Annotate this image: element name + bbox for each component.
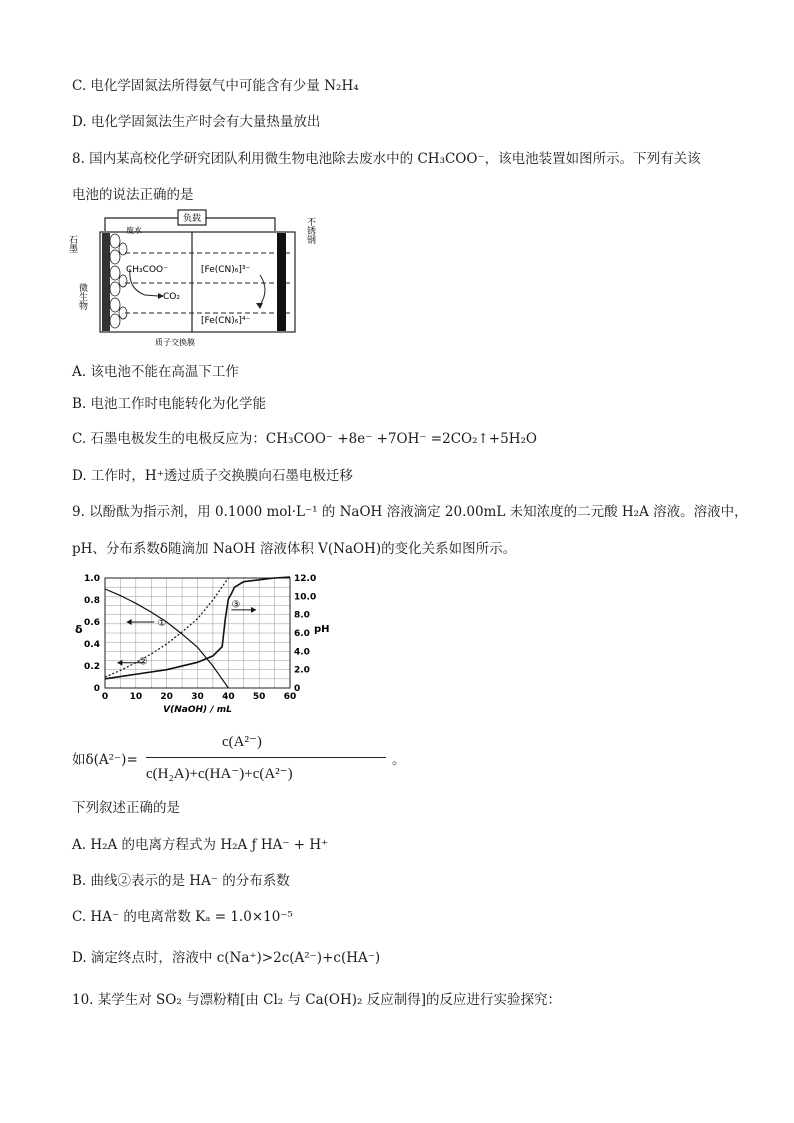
q8-option-c: C. 石墨电极发生的电极反应为：CH₃COO⁻ +8e⁻ +7OH⁻ =2CO₂↑+5H₂O (72, 431, 537, 447)
y-left-tick-label: 0.2 (84, 662, 100, 672)
y-left-tick-label: 0.4 (84, 640, 100, 650)
ferrocyanide-label: [Fe(CN)₆]⁴⁻ (201, 316, 251, 326)
y-left-tick-label: 0 (93, 684, 100, 694)
y-left-tick-label: 0.6 (84, 618, 100, 628)
battery-diagram (67, 205, 330, 350)
q8-option-b: B. 电池工作时电能转化为化学能 (72, 396, 267, 412)
q8-stem-line2: 电池的说法正确的是 (72, 187, 194, 203)
y-right-tick-label: 8.0 (294, 610, 310, 621)
y-right-tick-label: 12.0 (294, 574, 317, 584)
annotation-label-2: ② (138, 656, 148, 668)
x-tick-label: 20 (160, 692, 173, 702)
x-tick-label: 50 (252, 692, 266, 702)
ferricyanide-label: [Fe(CN)₆]³⁻ (201, 265, 251, 275)
waste-water-label: 废水 (126, 226, 142, 235)
q10-stem: 10. 某学生对 SO₂ 与漂粉精[由 Cl₂ 与 Ca(OH)₂ 反应制得]的反应进行实验探究： (72, 992, 561, 1008)
annotation-arrow-3-head (251, 607, 256, 613)
y-right-axis-label: pH (314, 624, 330, 635)
annotation-label-1: ① (157, 618, 167, 629)
q8-option-d: D. 工作时，H⁺透过质子交换膜向石墨电极迁移 (72, 468, 353, 484)
y-left-tick-label: 1.0 (84, 574, 100, 584)
acetate-label: CH₃COO⁻ (126, 265, 168, 275)
annotation-arrow-1-head (127, 619, 132, 625)
x-tick-label: 0 (101, 692, 109, 702)
graphite-electrode (102, 233, 110, 331)
q7-option-d: D. 电化学固氮法生产时会有大量热量放出 (72, 114, 321, 130)
delta-definition (72, 728, 412, 788)
q9-option-a: A. H₂A 的电离方程式为 H₂A ƒ HA⁻ + H⁺ (72, 837, 329, 853)
co2-label: CO₂ (163, 292, 180, 302)
annotation-label-3: ③ (231, 599, 241, 611)
microbe-label: 微生物 (77, 283, 87, 310)
y-right-tick-label: 6.0 (294, 629, 310, 639)
delta-denominator: c(H₂A)+c(HA⁻)+c(A²⁻) (146, 766, 293, 782)
delta-lhs: 如δ(A²⁻)= (72, 752, 138, 768)
graphite-label: 石墨 (67, 235, 77, 253)
q9-option-c: C. HA⁻ 的电离常数 Kₐ = 1.0×10⁻⁵ (72, 909, 293, 925)
q9-option-b: B. 曲线②表示的是 HA⁻ 的分布系数 (72, 873, 290, 889)
delta-numerator: c(A²⁻) (222, 734, 262, 750)
q9-stem-line1: 9. 以酚酞为指示剂，用 0.1000 mol·L⁻¹ 的 NaOH 溶液滴定 20.00mL 未知浓度的二元酸 H₂A 溶液。溶液中， (72, 504, 748, 520)
q9-option-d: D. 滴定终点时，溶液中 c(Na⁺)>2c(A²⁻)+c(HA⁻) (72, 950, 381, 966)
load-label: 负载 (182, 214, 202, 224)
y-right-tick-label: 10.0 (294, 592, 317, 603)
y-left-tick-label: 0.8 (84, 596, 100, 606)
q8-option-a: A. 该电池不能在高温下工作 (72, 364, 239, 380)
q7-option-c: C. 电化学固氮法所得氨气中可能含有少量 N₂H₄ (72, 78, 359, 94)
q9-stem-line2: pH、分布系数δ随滴加 NaOH 溶液体积 V(NaOH)的变化关系如图所示。 (72, 541, 517, 557)
y-left-axis-label: δ (75, 623, 83, 636)
y-right-tick-label: 2.0 (294, 665, 310, 676)
delta-end: 。 (392, 752, 406, 768)
x-tick-label: 30 (191, 692, 204, 702)
y-right-tick-label: 4.0 (294, 647, 310, 658)
membrane-label: 质子交换膜 (155, 338, 195, 347)
q8-stem-line1: 8. 国内某高校化学研究团队利用微生物电池除去废水中的 CH₃COO⁻，该电池装置如图所示。下列有关该 (72, 151, 701, 167)
steel-label: 不锈钢 (305, 217, 315, 244)
distribution-chart (72, 570, 342, 720)
x-tick-label: 40 (222, 692, 235, 702)
x-tick-label: 10 (129, 692, 143, 702)
steel-electrode (277, 233, 286, 331)
x-tick-label: 60 (283, 692, 297, 702)
x-axis-label: V(NaOH) / mL (163, 705, 232, 715)
fraction-bar (146, 757, 386, 758)
q9-question: 下列叙述正确的是 (72, 800, 180, 816)
y-right-tick-label: 0 (294, 684, 301, 694)
